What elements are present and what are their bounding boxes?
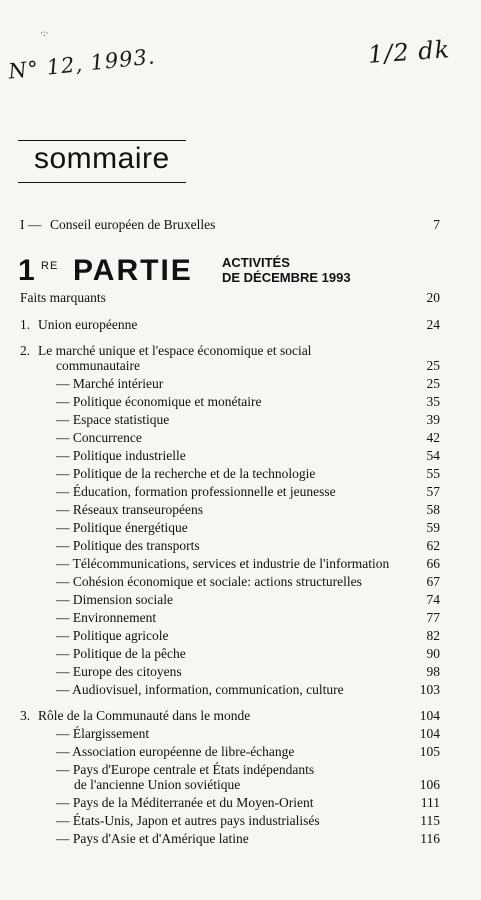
toc-entry[interactable] <box>20 317 440 333</box>
toc-entry[interactable] <box>20 394 440 410</box>
toc-entry-label: — Politique énergétique <box>56 520 188 535</box>
toc-entry-page: 20 <box>426 290 440 305</box>
toc-entry[interactable] <box>20 682 440 698</box>
toc-entry[interactable] <box>20 448 440 464</box>
toc-entry-label: — Association européenne de libre-échange <box>56 744 295 759</box>
toc-entry-label: — Concurrence <box>56 430 142 445</box>
toc-entry[interactable] <box>20 466 440 482</box>
toc-entry[interactable] <box>20 574 440 590</box>
toc-entry-label: — Politique industrielle <box>56 448 186 463</box>
toc-entry[interactable] <box>20 556 440 572</box>
partie-number: 1 <box>18 254 35 287</box>
toc-entry-label: — Pays de la Méditerranée et du Moyen-Orient <box>56 795 314 810</box>
toc-entry-page: 58 <box>426 502 440 517</box>
toc-entry-label: — Élargissement <box>56 726 150 741</box>
toc-entry-page: 35 <box>426 394 440 409</box>
partie-subtitle-line2: DE DÉCEMBRE 1993 <box>222 270 351 285</box>
toc-entry[interactable] <box>20 664 440 680</box>
toc-entry-label: — Politique économique et monétaire <box>56 394 262 409</box>
toc-entry[interactable] <box>20 628 440 644</box>
toc-entry-page: 90 <box>426 646 440 661</box>
toc-entry-label: communautaire <box>56 358 140 373</box>
toc-entry[interactable] <box>20 484 440 500</box>
scan-specks: ·:· <box>40 28 49 38</box>
toc-entry-page: 54 <box>426 448 440 463</box>
toc-entry-page: 82 <box>426 628 440 643</box>
title-rule-bottom <box>18 182 186 183</box>
toc-entry-label: — Cohésion économique et sociale: actions structurelles <box>56 574 362 589</box>
toc-entry[interactable] <box>20 831 440 847</box>
toc-entry[interactable] <box>20 744 440 760</box>
toc-entry[interactable] <box>20 646 440 662</box>
toc-entry-page: 116 <box>420 831 440 846</box>
toc-entry-label: de l'ancienne Union soviétique <box>74 777 241 792</box>
toc-entry[interactable] <box>20 795 440 811</box>
toc-entry-page: 106 <box>419 777 440 792</box>
handwritten-issue-note: N° 12, 1993. <box>7 44 157 84</box>
toc-entry-label: — Marché intérieur <box>56 376 164 391</box>
toc-entry[interactable] <box>20 538 440 554</box>
toc-entry-label: Faits marquants <box>20 290 106 305</box>
toc-entry-label: — Pays d'Asie et d'Amérique latine <box>56 831 249 846</box>
toc-entry-page: 25 <box>426 376 440 391</box>
toc-entry-page: 103 <box>419 682 440 697</box>
toc-entry-label: — Dimension sociale <box>56 592 173 607</box>
toc-entry-page: 67 <box>426 574 440 589</box>
toc-entry[interactable] <box>20 412 440 428</box>
toc-entry-page: 104 <box>419 708 440 723</box>
toc-entry-page: 104 <box>419 726 440 741</box>
toc-entry-label: — Environnement <box>56 610 157 625</box>
title-rule-top <box>18 140 186 141</box>
toc-entry-page: 98 <box>426 664 440 679</box>
toc-entry-label: Union européenne <box>38 317 138 332</box>
partie-subtitle-line1: ACTIVITÉS <box>222 255 290 270</box>
toc-entry-page: 66 <box>426 556 440 571</box>
toc-entry[interactable] <box>20 430 440 446</box>
toc-entry-page: 55 <box>426 466 440 481</box>
toc-entry-page: 77 <box>426 610 440 625</box>
toc-entry-page: 57 <box>426 484 440 499</box>
toc-entry-label: Le marché unique et l'espace économique et social <box>38 343 312 358</box>
toc-entry-label: — Espace statistique <box>56 412 170 427</box>
toc-entry-page: 111 <box>420 795 440 810</box>
toc-entry[interactable] <box>20 813 440 829</box>
toc-entry-page: 24 <box>426 317 440 332</box>
toc-intro-page: 7 <box>433 217 440 232</box>
partie-ordinal-suffix: RE <box>41 260 59 272</box>
toc-entry-page: 105 <box>419 744 440 759</box>
toc-entry-label: — Audiovisuel, information, communication, culture <box>56 682 344 697</box>
toc-entry-number: 1. <box>20 317 31 332</box>
toc-entry[interactable] <box>20 610 440 626</box>
toc-entry[interactable] <box>20 343 440 359</box>
toc-entry-page: 25 <box>426 358 440 373</box>
toc-entry-page: 59 <box>426 520 440 535</box>
toc-intro-num: I — <box>20 217 42 232</box>
toc-entry-label: — Politique de la recherche et de la technologie <box>56 466 316 481</box>
toc-entry-label: — Pays d'Europe centrale et États indépendants <box>56 762 315 777</box>
toc-entry[interactable] <box>20 762 440 778</box>
toc-entry[interactable] <box>20 708 440 724</box>
toc-entry-page: 39 <box>426 412 440 427</box>
toc-entry-label: — Politique des transports <box>56 538 200 553</box>
toc-entry[interactable] <box>20 358 440 374</box>
toc-intro-row[interactable] <box>20 217 440 233</box>
toc-entry-label: Rôle de la Communauté dans le monde <box>38 708 251 723</box>
toc-entry-number: 2. <box>20 343 31 358</box>
toc-entry-number: 3. <box>20 708 31 723</box>
toc-entry-page: 115 <box>420 813 440 828</box>
toc-intro-label: Conseil européen de Bruxelles <box>50 217 216 232</box>
toc-entry-label: — États-Unis, Japon et autres pays industrialisés <box>56 813 320 828</box>
toc-entry-label: — Europe des citoyens <box>56 664 182 679</box>
toc-entry-label: — Politique de la pêche <box>56 646 186 661</box>
toc-entry[interactable] <box>20 520 440 536</box>
toc-entry[interactable] <box>20 726 440 742</box>
toc-entry-label: — Politique agricole <box>56 628 169 643</box>
toc-entry[interactable] <box>20 502 440 518</box>
toc-entry-label: — Réseaux transeuropéens <box>56 502 203 517</box>
toc-entry-label: — Télécommunications, services et industrie de l'information <box>56 556 390 571</box>
toc-entry[interactable] <box>20 592 440 608</box>
partie-word: PARTIE <box>73 254 193 287</box>
toc-entry-page: 62 <box>426 538 440 553</box>
toc-entry[interactable] <box>20 777 440 793</box>
toc-entry-page: 42 <box>426 430 440 445</box>
page-title: sommaire <box>34 142 170 175</box>
toc-entry-label: — Éducation, formation professionnelle et jeunesse <box>56 484 336 499</box>
toc-entry[interactable] <box>20 290 440 306</box>
toc-entry-page: 74 <box>426 592 440 607</box>
handwritten-page-note: 1/2 dk <box>367 35 452 69</box>
toc-entry[interactable] <box>20 376 440 392</box>
